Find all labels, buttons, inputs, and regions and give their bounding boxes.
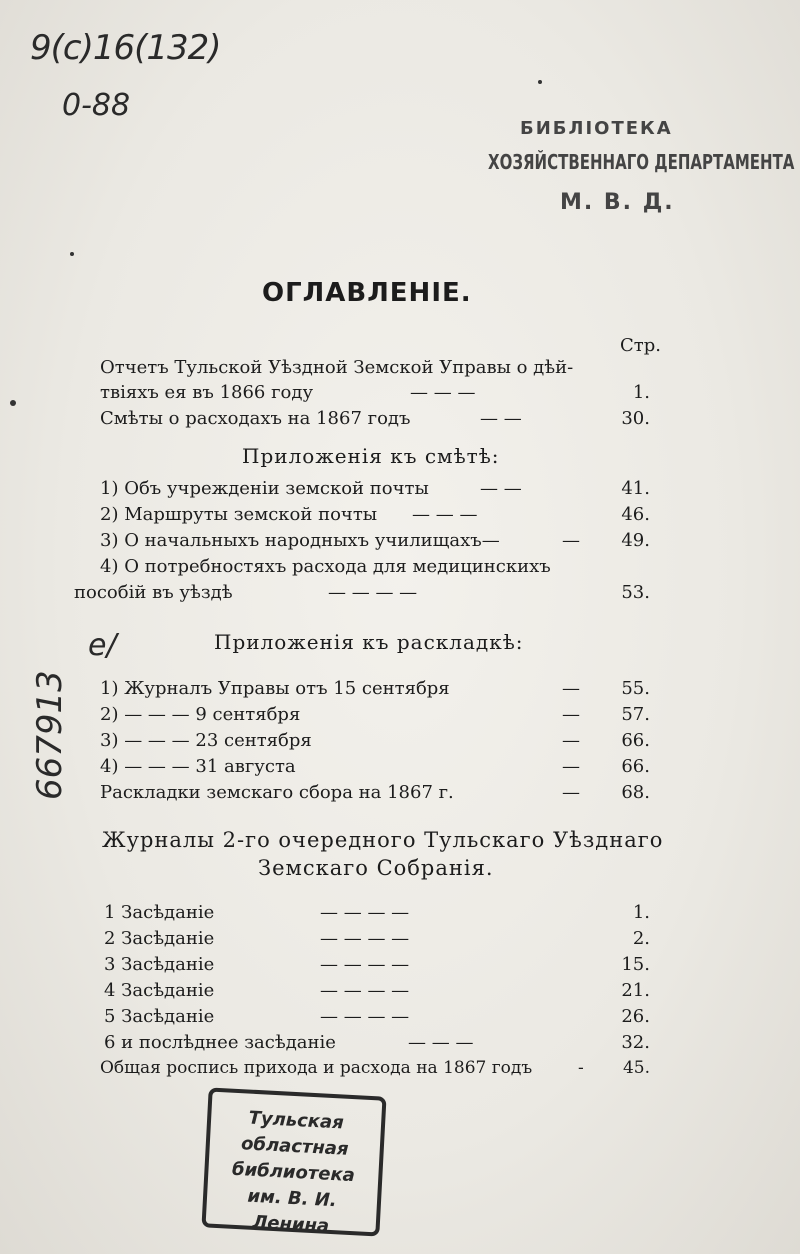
handwritten-shelfmark: 9(c)16(132): [30, 28, 221, 68]
toc-page-number: 55.: [621, 678, 650, 699]
library-stamp-line-2: ХОЗЯЙСТВЕННАГО ДЕПАРТАМЕНТА: [488, 150, 795, 174]
toc-page-number: 41.: [621, 478, 650, 499]
toc-page-number: 57.: [621, 704, 650, 725]
toc-leader: —: [562, 730, 580, 751]
toc-leader: —: [562, 756, 580, 777]
toc-page-number: 21.: [621, 980, 650, 1001]
toc-entry: [0, 1058, 800, 1086]
toc-page-number: 15.: [621, 954, 650, 975]
section-heading-allocation: Приложенія къ раскладкѣ:: [214, 630, 524, 654]
toc-leader: — — —: [408, 1032, 474, 1053]
tula-stamp-line-4: им. В. И. Ленина: [247, 1185, 338, 1237]
tula-library-stamp: [201, 1087, 386, 1236]
toc-entry-text: твіяхъ ея въ 1866 году: [100, 382, 314, 403]
toc-leader: —: [562, 530, 580, 551]
tula-stamp-line-1: Тульская: [248, 1107, 345, 1134]
toc-entry-text: Отчетъ Тульской Уѣздной Земской Управы о дѣй-: [100, 357, 574, 378]
toc-page-number: 66.: [621, 730, 650, 751]
toc-entry: [0, 678, 800, 706]
toc-leader: — — — —: [320, 902, 410, 923]
toc-entry-text: 2) Маршруты земской почты: [100, 504, 378, 525]
toc-entry: [0, 408, 800, 436]
toc-page-number: 66.: [621, 756, 650, 777]
toc-entry-text: 2) — — — 9 сентября: [100, 704, 301, 725]
toc-page-number: 49.: [621, 530, 650, 551]
toc-entry: [0, 478, 800, 506]
toc-leader: -: [578, 1058, 584, 1078]
toc-entry-text: 1 Засѣданіе: [104, 902, 215, 923]
toc-page-number: 53.: [621, 582, 650, 603]
toc-leader: — — — —: [320, 954, 410, 975]
section-heading-estimate: Приложенія къ смѣтѣ:: [242, 444, 500, 468]
toc-page-number: 26.: [621, 1006, 650, 1027]
toc-leader: —: [562, 782, 580, 803]
toc-entry-text: 2 Засѣданіе: [104, 928, 215, 949]
journals-heading-line-1: Журналы 2-го очередного Тульскаго Уѣзднаго: [102, 828, 664, 852]
toc-entry: [0, 980, 800, 1008]
toc-entry: [0, 582, 800, 610]
handwritten-inventory-number: 667913: [30, 670, 70, 800]
toc-entry-text: 4) О потребностяхъ расхода для медицинскихъ: [100, 556, 551, 577]
ink-speck: [70, 252, 74, 256]
toc-page-number: 46.: [621, 504, 650, 525]
toc-page-number: 32.: [621, 1032, 650, 1053]
ink-speck: [538, 80, 542, 84]
toc-entry: [0, 556, 800, 584]
toc-leader: — — — —: [328, 582, 418, 603]
tula-stamp-line-3: библиотека: [231, 1158, 356, 1187]
toc-entry: [0, 954, 800, 982]
handwritten-check-mark: e/: [88, 628, 117, 663]
toc-entry: [0, 357, 800, 385]
toc-entry-text: 4 Засѣданіе: [104, 980, 215, 1001]
toc-leader: — — —: [412, 504, 478, 525]
toc-entry-text: пособій въ уѣздѣ: [74, 582, 233, 603]
toc-page-number: 1.: [632, 382, 650, 403]
toc-entry-text: 1) Журналъ Управы отъ 15 сентября: [100, 678, 450, 699]
tula-stamp-line-2: областная: [240, 1133, 350, 1160]
toc-page-number: 45.: [622, 1058, 650, 1078]
handwritten-code: 0-88: [62, 88, 131, 123]
toc-entry-text: 4) — — — 31 августа: [100, 756, 296, 777]
toc-page-number: 1.: [632, 902, 650, 923]
toc-entry-text: 3) — — — 23 сентября: [100, 730, 312, 751]
toc-leader: — — — —: [320, 980, 410, 1001]
toc-entry-text: 5 Засѣданіе: [104, 1006, 215, 1027]
toc-entry: [0, 504, 800, 532]
toc-page-number: 68.: [621, 782, 650, 803]
toc-leader: — — —: [410, 382, 476, 403]
toc-entry: [0, 1006, 800, 1034]
page-title: ОГЛАВЛЕНІЕ.: [262, 278, 472, 308]
toc-entry-text: 1) Объ учрежденіи земской почты: [100, 478, 429, 499]
journals-heading-line-2: Земскаго Собранія.: [258, 856, 494, 880]
toc-entry-text: 6 и послѣднее засѣданіе: [104, 1032, 336, 1053]
toc-entry: [0, 1032, 800, 1060]
toc-page-number: 30.: [621, 408, 650, 429]
toc-entry: [0, 704, 800, 732]
page-column-header: Стр.: [620, 335, 661, 356]
toc-entry: [0, 902, 800, 930]
toc-leader: — — — —: [320, 928, 410, 949]
library-stamp-line-1: БИБЛІОТЕКА: [520, 118, 673, 139]
toc-entry: [0, 382, 800, 410]
library-stamp-line-3: М. В. Д.: [560, 190, 675, 215]
toc-entry-text: Раскладки земскаго сбора на 1867 г.: [100, 782, 454, 803]
toc-page-number: 2.: [632, 928, 650, 949]
toc-leader: — —: [480, 478, 522, 499]
toc-leader: —: [562, 678, 580, 699]
toc-entry: [0, 730, 800, 758]
toc-entry-text: 3) О начальныхъ народныхъ училищахъ—: [100, 530, 500, 551]
toc-entry-text: Общая роспись прихода и расхода на 1867 годъ: [100, 1058, 533, 1078]
toc-entry: [0, 782, 800, 810]
toc-entry-text: Смѣты о расходахъ на 1867 годъ: [100, 408, 411, 429]
toc-leader: — —: [480, 408, 522, 429]
toc-entry: [0, 756, 800, 784]
toc-leader: — — — —: [320, 1006, 410, 1027]
toc-entry-text: 3 Засѣданіе: [104, 954, 215, 975]
toc-leader: —: [562, 704, 580, 725]
toc-entry: [0, 928, 800, 956]
toc-entry: [0, 530, 800, 558]
